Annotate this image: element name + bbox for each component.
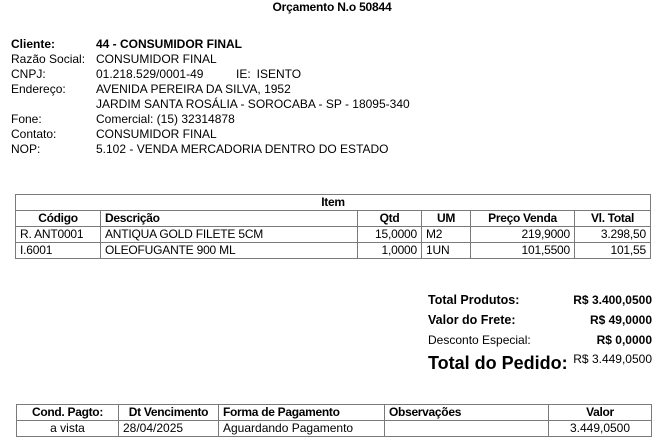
- payment-table: [16, 404, 652, 437]
- cnpj-value: 01.218.529/0001-49: [96, 67, 204, 81]
- cell-qtd: 1,0000: [358, 243, 422, 259]
- total-produtos-value: R$ 3.400,0500: [573, 293, 652, 307]
- valor-frete-label: Valor do Frete:: [428, 313, 516, 327]
- total-pedido-label: Total do Pedido:: [428, 353, 568, 373]
- cnpj-label: CNPJ:: [11, 67, 46, 81]
- client-row-cliente: [11, 37, 410, 52]
- col-header-preco-venda: Preço Venda: [471, 211, 575, 227]
- cell-um: 1UN: [422, 243, 471, 259]
- col-header-vl-total: Vl. Total: [575, 211, 651, 227]
- client-row-fone: [11, 112, 410, 127]
- total-produtos-label: Total Produtos:: [428, 293, 520, 307]
- client-row-razao: [11, 52, 410, 67]
- col-header-dt-vencimento: Dt Vencimento: [119, 405, 219, 421]
- cell-forma-pagamento: Aguardando Pagamento: [219, 421, 385, 437]
- cell-observacoes: [385, 421, 549, 437]
- nop-value: 5.102 - VENDA MERCADORIA DENTRO DO ESTADO: [96, 142, 389, 156]
- client-row-endereco-2: [11, 97, 410, 112]
- cliente-value: 44 - CONSUMIDOR FINAL: [96, 37, 243, 51]
- nop-label: NOP:: [11, 142, 41, 156]
- col-header-qtd: Qtd: [358, 211, 422, 227]
- cell-vl-total: 3.298,50: [575, 227, 651, 243]
- fone-label: Fone:: [11, 112, 42, 126]
- valor-frete-value: R$ 49,0000: [589, 313, 652, 327]
- items-caption: Item: [16, 195, 651, 211]
- ie-field: [236, 67, 301, 82]
- cliente-label: Cliente:: [11, 37, 56, 51]
- cell-dt-vencimento: 28/04/2025: [119, 421, 219, 437]
- items-table: [15, 194, 651, 259]
- client-info: [11, 37, 410, 157]
- table-row: [17, 421, 652, 437]
- contato-value: CONSUMIDOR FINAL: [96, 127, 217, 141]
- client-row-endereco: [11, 82, 410, 97]
- items-header-row: [16, 211, 651, 227]
- cell-vl-total: 101,55: [575, 243, 651, 259]
- payment-header-row: [17, 405, 652, 421]
- ie-value: ISENTO: [256, 67, 302, 81]
- fone-value: Comercial: (15) 32314878: [96, 112, 235, 126]
- cell-um: M2: [422, 227, 471, 243]
- desconto-especial-label: Desconto Especial:: [428, 333, 531, 347]
- col-header-cond-pagto: Cond. Pagto:: [17, 405, 119, 421]
- cell-preco-venda: 219,9000: [471, 227, 575, 243]
- col-header-forma-pagamento: Forma de Pagamento: [219, 405, 385, 421]
- cell-descricao: OLEOFUGANTE 900 ML: [101, 243, 358, 259]
- col-header-um: UM: [422, 211, 471, 227]
- client-row-contato: [11, 127, 410, 142]
- cell-qtd: 15,0000: [358, 227, 422, 243]
- client-row-cnpj: [11, 67, 410, 82]
- endereco-label: Endereço:: [11, 82, 66, 96]
- cell-codigo: R. ANT0001: [16, 227, 101, 243]
- client-row-nop: [11, 142, 410, 157]
- total-produtos-row: [428, 290, 652, 310]
- col-header-descricao: Descrição: [101, 211, 358, 227]
- items-caption-row: [16, 195, 651, 211]
- col-header-codigo: Código: [16, 211, 101, 227]
- cell-valor: 3.449,0500: [549, 421, 652, 437]
- table-row: [16, 227, 651, 243]
- endereco-line1: AVENIDA PEREIRA DA SILVA, 1952: [96, 82, 291, 96]
- cell-codigo: I.6001: [16, 243, 101, 259]
- total-pedido-value: R$ 3.449,0500: [573, 352, 652, 366]
- contato-label: Contato:: [11, 127, 57, 141]
- valor-frete-row: [428, 310, 652, 330]
- cell-descricao: ANTIQUA GOLD FILETE 5CM: [101, 227, 358, 243]
- cell-cond-pagto: a vista: [17, 421, 119, 437]
- totals-summary: [428, 290, 652, 376]
- table-row: [16, 243, 651, 259]
- cell-preco-venda: 101,5500: [471, 243, 575, 259]
- col-header-valor: Valor: [549, 405, 652, 421]
- razao-label: Razão Social:: [11, 52, 86, 66]
- col-header-observacoes: Observações: [385, 405, 549, 421]
- desconto-especial-value: R$ 0,0000: [596, 333, 652, 347]
- total-pedido-row: [428, 350, 652, 376]
- document-title: Orçamento N.o 50844: [272, 0, 392, 14]
- ie-label: IE:: [236, 67, 251, 81]
- razao-value: CONSUMIDOR FINAL: [96, 52, 217, 66]
- endereco-line2: JARDIM SANTA ROSÁLIA - SOROCABA - SP - 18095-340: [96, 97, 410, 111]
